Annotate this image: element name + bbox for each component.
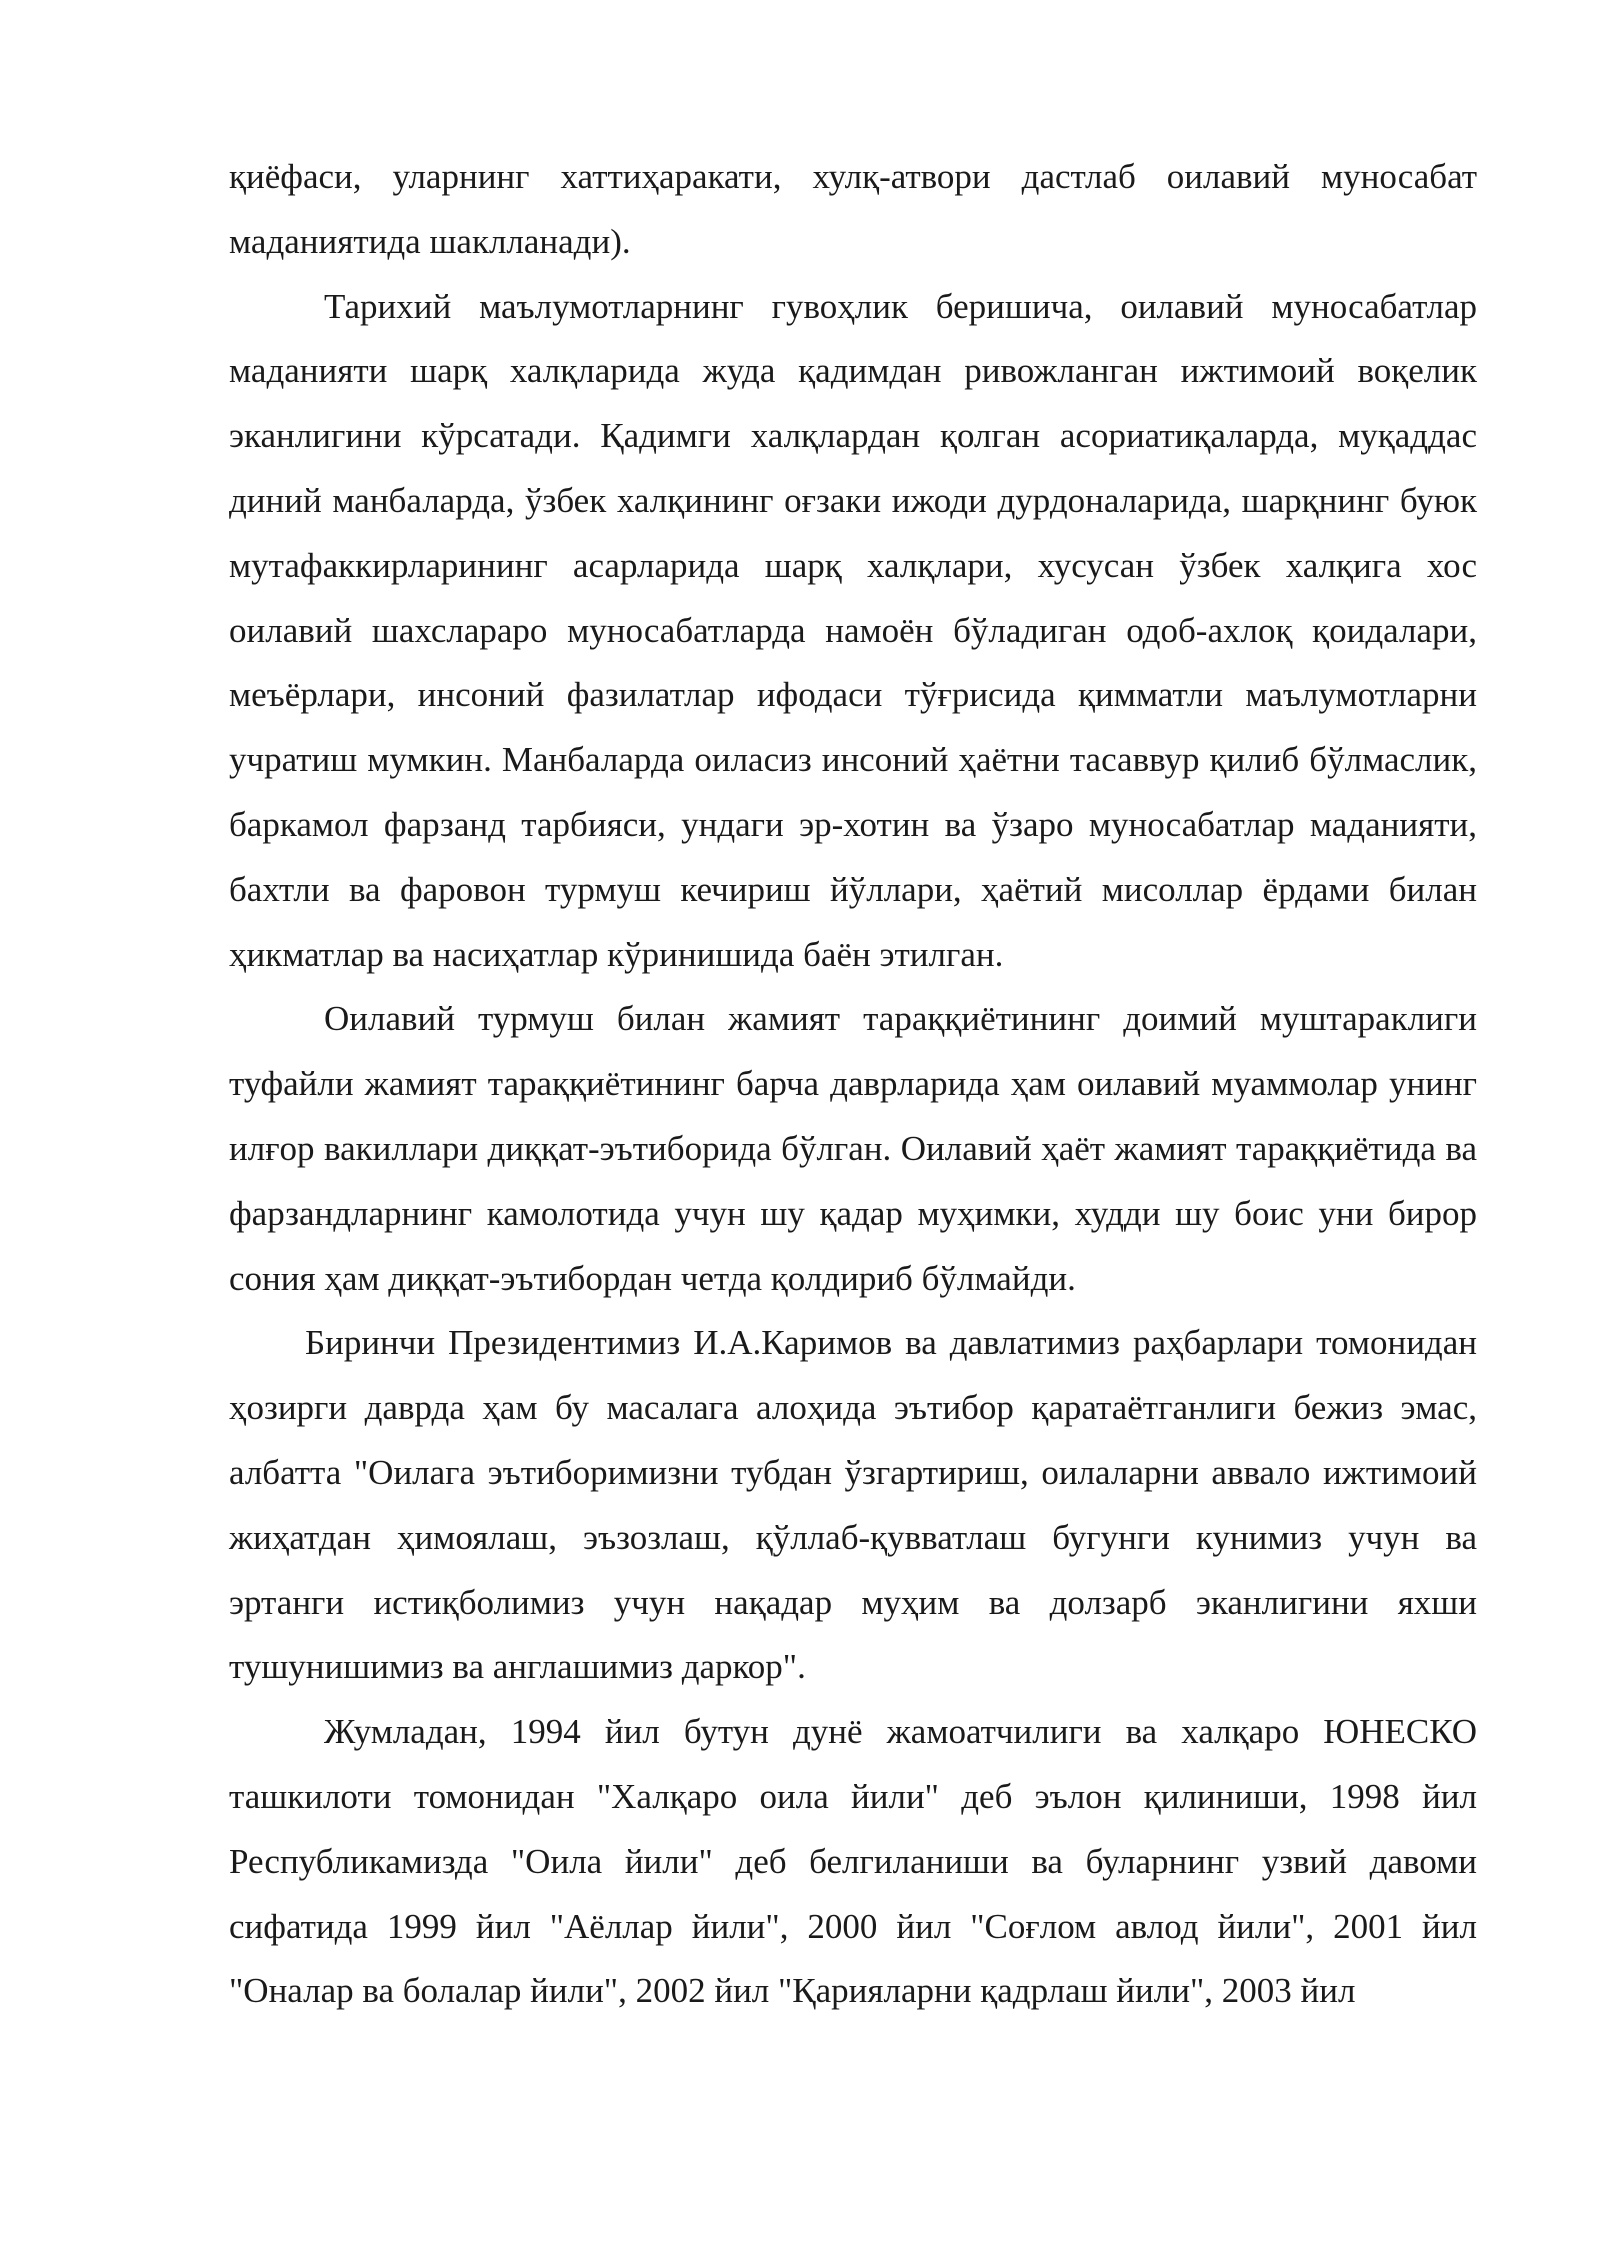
paragraph-years-list: Жумладан, 1994 йил бутун дунё жамоатчилиги ва халқаро ЮНЕСКО ташкилоти томонидан "Халқаро оила йили" деб эълон қилиниши, 1998 йил Республикамизда "Оила йили" деб белгиланиши ва буларнинг узвий давоми сифатида 1999 йил "Аёллар йили", 2000 йил "Соғлом авлод йили", 2001 йил "Оналар ва болалар йили", 2002 йил "Қарияларни қадрлаш йили", 2003 йил [229, 1712, 1477, 2011]
paragraph-historical-sources: Тарихий маълумотларнинг гувоҳлик беришича, оилавий муносабатлар маданияти шарқ халқларида жуда қадимдан ривожланган ижтимоий воқелик эканлигини кўрсатади. Қадимги халқлардан қолган асориатиқаларда, муқаддас диний манбаларда, ўзбек халқининг оғзаки ижоди дурдоналарида, шарқнинг буюк мутафаккирларининг асарларида шарқ халқлари, хусусан ўзбек халқига хос оилавий шахслараро муносабатларда намоён бўладиган одоб-ахлоқ қоидалари, меъёрлари, инсоний фазилатлар ифодаси тўғрисида қимматли маълумотларни учратиш мумкин. Манбаларда оиласиз инсоний ҳаётни тасаввур қилиб бўлмаслик, баркамол фарзанд тарбияси, ундаги эр-хотин ва ўзаро муносабатлар маданияти, бахтли ва фаровон турмуш кечириш йўллари, ҳаётий мисоллар ёрдами билан ҳикматлар ва насиҳатлар кўринишида баён этилган. [229, 286, 1477, 974]
document-body [229, 145, 1477, 2024]
paragraph-family-and-society: Оилавий турмуш билан жамият тараққиётининг доимий муштараклиги туфайли жамият тараққиётининг барча даврларида ҳам оилавий муаммолар унинг илғор вакиллари диққат-эътиборида бўлган. Оилавий ҳаёт жамият тараққиётида ва фарзандларнинг камолотида учун шу қадар муҳимки, худди шу боис уни бирор сония ҳам диққат-эътибордан четда қолдириб бўлмайди. [229, 999, 1477, 1298]
paragraph-president-quote: Биринчи Президентимиз И.А.Каримов ва давлатимиз раҳбарлари томонидан ҳозирги даврда ҳам бу масалага алоҳида эътибор қаратаётганлиги бежиз эмас, албатта "Оилага эътиборимизни тубдан ўзгартириш, оилаларни аввало ижтимоий жиҳатдан ҳимоялаш, эъзозлаш, қўллаб-қувватлаш бугунги кунимиз учун ва эртанги истиқболимиз учун нақадар муҳим ва долзарб эканлигини яхши тушунишимиз ва англашимиз даркор". [229, 1323, 1477, 1687]
paragraph-continuation: қиёфаси, уларнинг хаттиҳаракати, хулқ-атвори дастлаб оилавий муносабат маданиятида шаклланади). [229, 157, 1477, 261]
